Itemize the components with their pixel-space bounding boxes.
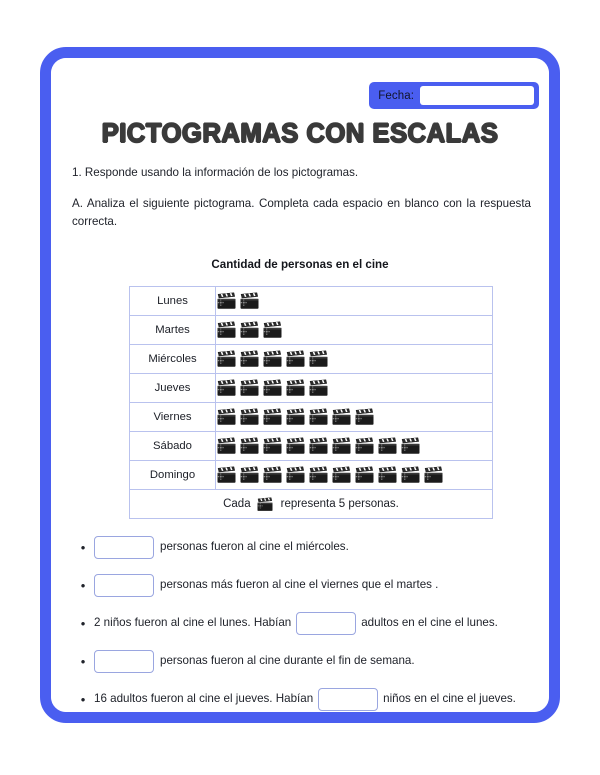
pictogram-icon-cell (216, 403, 493, 432)
question-text: 2 niños fueron al cine el lunes. Habían (94, 616, 292, 630)
question-body (94, 688, 533, 711)
pictogram-icon-cell (216, 374, 493, 403)
pictogram-row (130, 461, 493, 490)
answer-blank-input[interactable] (318, 688, 378, 711)
legend-suffix: representa 5 personas. (280, 498, 399, 510)
pictogram-row (130, 403, 493, 432)
pictogram-row (130, 316, 493, 345)
clapperboard-icon (377, 437, 398, 455)
clapperboard-icon (262, 437, 283, 455)
pictogram-day-label: Miércoles (130, 345, 216, 374)
pictogram-row (130, 345, 493, 374)
clapperboard-icon (239, 379, 260, 397)
clapperboard-icon (285, 466, 306, 484)
clapperboard-icon (400, 437, 421, 455)
clapperboard-icon (216, 292, 237, 310)
clapperboard-icon (308, 437, 329, 455)
date-label: Fecha: (378, 89, 414, 102)
question-text: 16 adultos fueron al cine el jueves. Habían (94, 692, 314, 706)
pictogram-day-label: Martes (130, 316, 216, 345)
page-title: PICTOGRAMAS CON ESCALAS (101, 118, 499, 148)
clapperboard-icon (331, 408, 352, 426)
clapperboard-icon (285, 408, 306, 426)
pictogram-icon-cell (216, 461, 493, 490)
pictogram-row (130, 374, 493, 403)
question-text: adultos en el cine el lunes. (361, 616, 498, 630)
clapperboard-icon (331, 437, 352, 455)
list-bullet: • (80, 540, 86, 555)
question-body (94, 574, 533, 597)
clapperboard-icon (331, 466, 352, 484)
question-text: niños en el cine el jueves. (383, 692, 516, 706)
clapperboard-icon (354, 466, 375, 484)
clapperboard-icon (354, 437, 375, 455)
pictogram-caption: Cantidad de personas en el cine (211, 258, 389, 271)
clapperboard-icon (308, 350, 329, 368)
clapperboard-icon (308, 379, 329, 397)
question-item (72, 574, 533, 597)
question-item (72, 650, 533, 673)
pictogram-row (130, 432, 493, 461)
clapperboard-icon (239, 437, 260, 455)
question-body (94, 536, 533, 559)
answer-blank-input[interactable] (296, 612, 356, 635)
legend-prefix: Cada (223, 498, 251, 510)
clapperboard-icon (262, 350, 283, 368)
clapperboard-icon (216, 350, 237, 368)
question-text: personas más fueron al cine el viernes que el martes . (160, 578, 439, 592)
worksheet-frame (40, 47, 560, 723)
pictogram-day-label: Jueves (130, 374, 216, 403)
pictogram-legend (130, 490, 493, 519)
list-bullet: • (80, 578, 86, 593)
clapperboard-icon (262, 379, 283, 397)
clapperboard-icon (239, 321, 260, 339)
clapperboard-icon (216, 379, 237, 397)
clapperboard-icon (239, 292, 260, 310)
question-item (72, 688, 533, 711)
pictogram-icon-cell (216, 316, 493, 345)
pictogram-row (130, 287, 493, 316)
clapperboard-icon (308, 408, 329, 426)
date-input[interactable] (420, 86, 534, 105)
clapperboard-icon (216, 321, 237, 339)
instruction-line-1: 1. Responde usando la información de los pictogramas. (72, 166, 359, 179)
question-body (94, 612, 533, 635)
clapperboard-icon (239, 350, 260, 368)
clapperboard-icon (308, 466, 329, 484)
clapperboard-icon (377, 466, 398, 484)
clapperboard-icon (423, 466, 444, 484)
pictogram-icon-cell (216, 432, 493, 461)
list-bullet: • (80, 654, 86, 669)
clapperboard-icon (216, 437, 237, 455)
clapperboard-icon (285, 437, 306, 455)
clapperboard-icon (216, 408, 237, 426)
pictogram-icon-cell (216, 287, 493, 316)
pictogram-day-label: Lunes (130, 287, 216, 316)
clapperboard-icon (239, 466, 260, 484)
question-text: personas fueron al cine durante el fin de semana. (160, 654, 415, 668)
clapperboard-icon (239, 408, 260, 426)
answer-blank-input[interactable] (94, 574, 154, 597)
clapperboard-icon (354, 408, 375, 426)
pictogram-icon-cell (216, 345, 493, 374)
instructions-block (72, 164, 531, 244)
clapperboard-icon (400, 466, 421, 484)
clapperboard-icon (256, 497, 274, 512)
answer-blank-input[interactable] (94, 536, 154, 559)
question-item (72, 612, 533, 635)
pictogram-table (129, 286, 493, 519)
clapperboard-icon (262, 466, 283, 484)
question-item (72, 536, 533, 559)
pictogram-day-label: Sábado (130, 432, 216, 461)
pictogram-table-body (130, 287, 493, 519)
worksheet-page (51, 58, 549, 712)
question-body (94, 650, 533, 673)
pictogram-legend-row (130, 490, 493, 519)
date-field-group (369, 82, 539, 109)
clapperboard-icon (216, 466, 237, 484)
pictogram-day-label: Domingo (130, 461, 216, 490)
list-bullet: • (80, 692, 86, 707)
clapperboard-icon (262, 321, 283, 339)
question-text: personas fueron al cine el miércoles. (160, 540, 349, 554)
list-bullet: • (80, 616, 86, 631)
question-list (72, 536, 533, 712)
answer-blank-input[interactable] (94, 650, 154, 673)
pictogram-day-label: Viernes (130, 403, 216, 432)
clapperboard-icon (262, 408, 283, 426)
clapperboard-icon (285, 350, 306, 368)
clapperboard-icon (285, 379, 306, 397)
instruction-line-2: A. Analiza el siguiente pictograma. Completa cada espacio en blanco con la respuesta correcta. (72, 197, 531, 228)
